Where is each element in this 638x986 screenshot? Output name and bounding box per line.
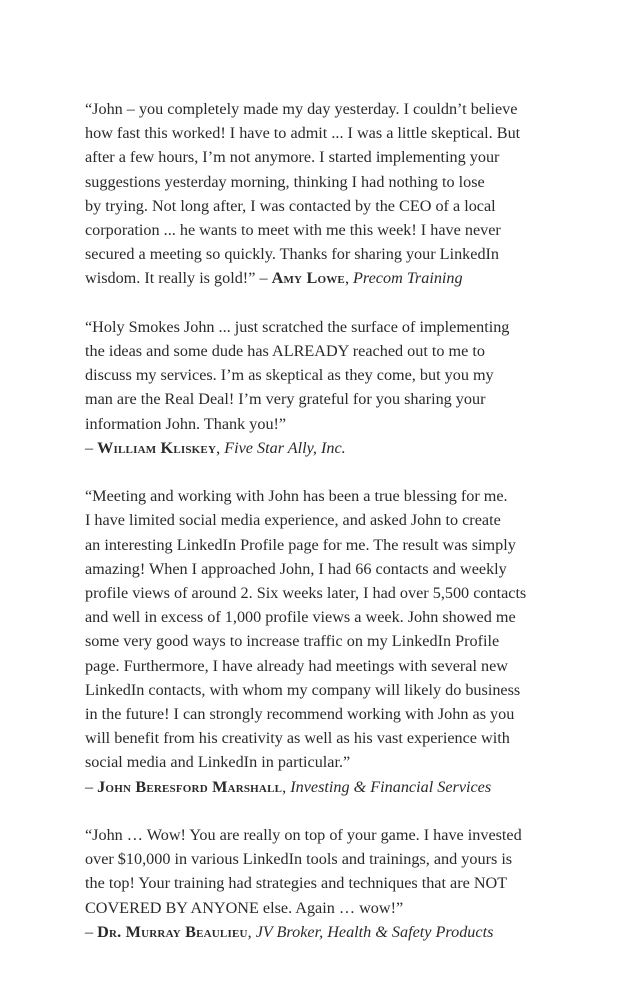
quote-line: an interesting LinkedIn Profile page for me. The result was simply [85,535,516,554]
attribution-dash: – [259,269,272,288]
quote-line: amazing! When I approached John, I had 66 contacts and weekly [85,559,507,578]
testimonial-john-beresford-marshall [85,484,555,799]
attribution-dash: – [85,438,98,457]
quote-line: by trying. Not long after, I was contacted by the CEO of a local [85,196,496,215]
attribution-line [85,920,555,944]
quote-line: secured a meeting so quickly. Thanks for sharing your LinkedIn [85,245,500,264]
quote-line: “Meeting and working with John has been a true blessing for me. [85,487,508,506]
quote-line: some very good ways to increase traffic on my LinkedIn Profile [85,632,500,651]
attribution-dash: – [85,922,98,941]
quote-line: after a few hours, I’m not anymore. I started implementing your [85,148,500,167]
quote-line: profile views of around 2. Six weeks later, I had over 5,500 contacts [85,584,527,603]
quote-line: page. Furthermore, I have already had meetings with several new [85,656,508,675]
author-organization: Precom Training [353,269,463,288]
quote-line: I have limited social media experience, and asked John to create [85,511,501,530]
testimonial-william-kliskey [85,315,555,460]
attribution-separator: , [282,777,291,796]
testimonials-page [85,97,555,968]
quote-line: COVERED BY ANYONE else. Again … wow!” [85,898,404,917]
quote-line: LinkedIn contacts, with whom my company will likely do business [85,680,521,699]
quote-line: “John – you completely made my day yesterday. I couldn’t believe [85,100,518,118]
quote-line: suggestions yesterday morning, thinking I had nothing to lose [85,172,485,191]
quote-line: the top! Your training had strategies and techniques that are NOT [85,874,508,893]
attribution-dash: – [85,777,98,796]
quote-line: man are the Real Deal! I’m very grateful for you sharing your [85,390,486,409]
quote-line: corporation ... he wants to meet with me this week! I have never [85,221,501,240]
attribution-line [85,266,555,290]
attribution-separator: , [247,922,256,941]
quote-line: “Holy Smokes John ... just scratched the surface of implementing [85,317,510,336]
attribution-separator: , [216,438,225,457]
author-organization: JV Broker, Health & Safety Products [255,922,494,941]
attribution-line [85,436,555,460]
testimonial-amy-lowe [85,97,555,291]
author-name: Dr. Murray Beaulieu [97,922,248,941]
quote-line: the ideas and some dude has ALREADY reached out to me to [85,342,485,361]
author-name: William Kliskey [97,438,217,457]
author-organization: Investing & Financial Services [290,777,492,796]
author-name: John Beresford Marshall [97,777,283,796]
quote-line: how fast this worked! I have to admit ... I was a little skeptical. But [85,124,521,143]
quote-line: discuss my services. I’m as skeptical as they come, but you my [85,366,494,385]
testimonial-murray-beaulieu [85,823,555,944]
quote-line-end: wisdom. It really is gold!” [85,269,260,288]
author-name: Amy Lowe [271,269,345,288]
attribution-line [85,775,555,799]
attribution-separator: , [344,269,354,288]
author-organization: Five Star Ally, Inc. [224,438,346,457]
quote-line: over $10,000 in various LinkedIn tools and trainings, and yours is [85,850,513,869]
quote-line: information John. Thank you!” [85,414,287,433]
quote-line: social media and LinkedIn in particular.” [85,753,351,772]
quote-line: “John … Wow! You are really on top of your game. I have invested [85,826,522,845]
quote-line: and well in excess of 1,000 profile views a week. John showed me [85,608,516,627]
quote-line: in the future! I can strongly recommend working with John as you [85,705,515,724]
quote-line: will benefit from his creativity as well as his vast experience with [85,729,510,748]
